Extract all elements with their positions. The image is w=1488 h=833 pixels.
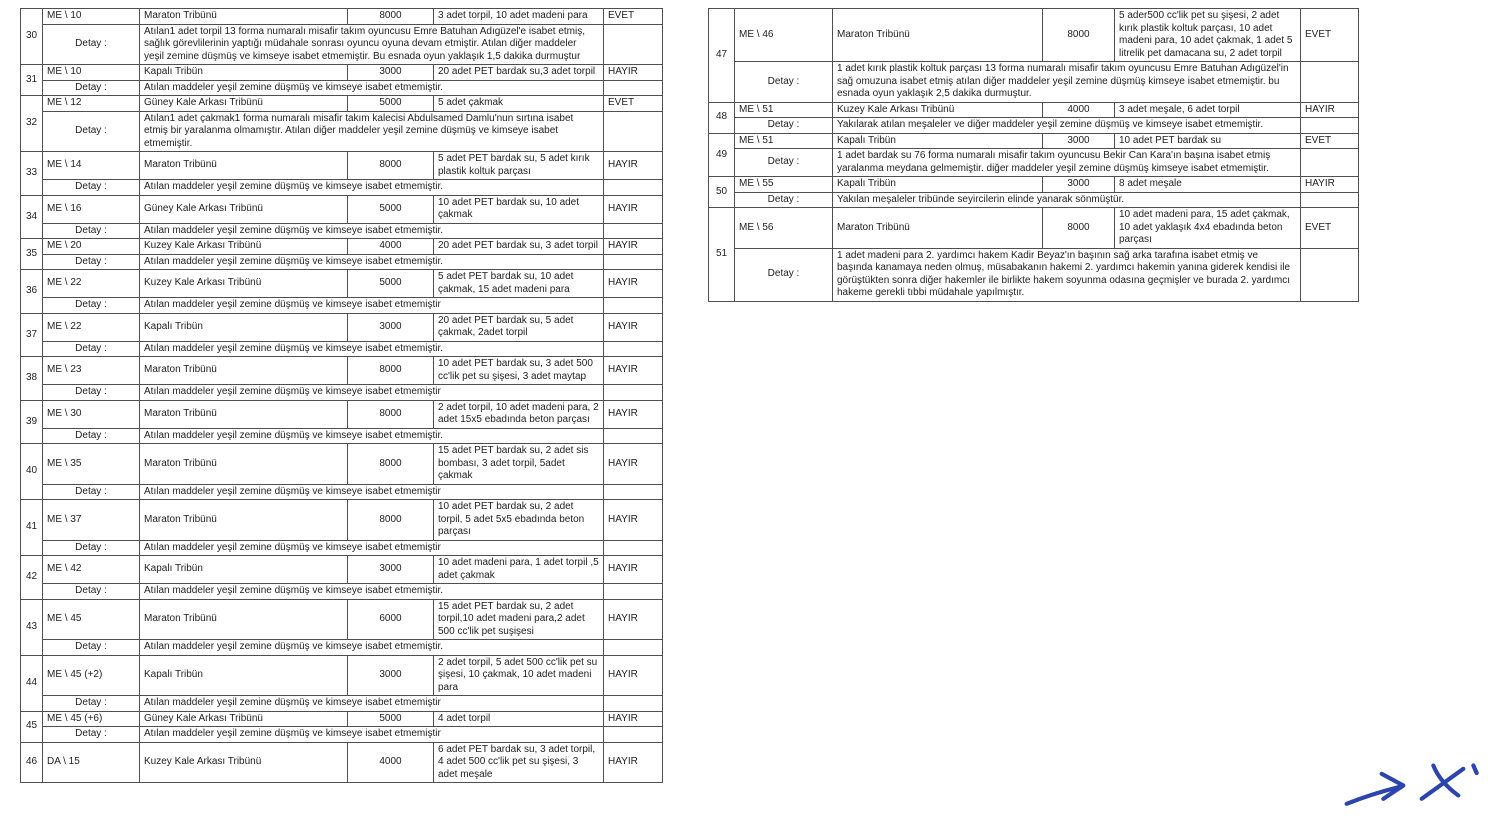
row-number-cell: 47 bbox=[709, 9, 735, 103]
incident-code-cell: ME \ 45 (+6) bbox=[43, 711, 140, 727]
result-empty-cell bbox=[604, 696, 663, 712]
thrown-items-cell: 5 adet PET bardak su, 5 adet kırık plastik koltuk parçası bbox=[434, 152, 604, 180]
incident-row bbox=[21, 655, 663, 696]
result-empty-cell bbox=[604, 223, 663, 239]
incident-detail-row bbox=[709, 192, 1359, 208]
tribune-name-cell: Güney Kale Arkası Tribünü bbox=[140, 711, 348, 727]
capacity-cell: 8000 bbox=[348, 357, 434, 385]
result-cell: HAYIR bbox=[604, 400, 663, 428]
row-number-cell: 35 bbox=[21, 239, 43, 270]
capacity-cell: 3000 bbox=[348, 655, 434, 696]
result-empty-cell bbox=[604, 80, 663, 96]
row-number-cell: 43 bbox=[21, 599, 43, 655]
tribune-name-cell: Maraton Tribünü bbox=[140, 9, 348, 25]
result-cell: EVET bbox=[604, 96, 663, 112]
incident-detail-row bbox=[21, 24, 663, 65]
result-empty-cell bbox=[604, 254, 663, 270]
capacity-cell: 6000 bbox=[348, 599, 434, 640]
capacity-cell: 8000 bbox=[1043, 208, 1115, 249]
tribune-name-cell: Maraton Tribünü bbox=[140, 357, 348, 385]
tribune-name-cell: Kuzey Kale Arkası Tribünü bbox=[140, 239, 348, 255]
row-number-cell: 32 bbox=[21, 96, 43, 152]
thrown-items-cell: 10 adet PET bardak su bbox=[1115, 133, 1301, 149]
tribune-name-cell: Kuzey Kale Arkası Tribünü bbox=[833, 102, 1043, 118]
incident-row bbox=[709, 133, 1359, 149]
tribune-name-cell: Maraton Tribünü bbox=[140, 500, 348, 541]
capacity-cell: 3000 bbox=[348, 313, 434, 341]
thrown-items-cell: 10 adet PET bardak su, 2 adet torpil, 5 adet 5x5 ebadında beton parçası bbox=[434, 500, 604, 541]
capacity-cell: 8000 bbox=[348, 400, 434, 428]
capacity-cell: 3000 bbox=[1043, 177, 1115, 193]
detail-text-cell: Atılan1 adet torpil 13 forma numaralı misafir takım oyuncusu Emre Batuhan Adıgüzel'e isabet etmiş, sağlık görevlilerinin yaptığı müdahale sonrası oyuncu oyuna devam etmiştir. Atılan diğer maddeler yeşil zemine düşmüş ve kimseye isabet etmemiştir. Bu esnada oyun yaklaşık 1,5 dakika durmuştur bbox=[140, 24, 604, 65]
incident-detail-row bbox=[21, 640, 663, 656]
row-number-cell: 40 bbox=[21, 444, 43, 500]
result-empty-cell bbox=[604, 111, 663, 152]
thrown-items-cell: 10 adet madeni para, 15 adet çakmak, 10 adet yaklaşık 4x4 ebadında beton parçası bbox=[1115, 208, 1301, 249]
thrown-items-cell: 4 adet torpil bbox=[434, 711, 604, 727]
tribune-name-cell: Maraton Tribünü bbox=[833, 208, 1043, 249]
incident-detail-row bbox=[21, 298, 663, 314]
detail-label-cell: Detay : bbox=[43, 24, 140, 65]
detail-label-cell: Detay : bbox=[43, 540, 140, 556]
incident-row bbox=[21, 313, 663, 341]
result-empty-cell bbox=[604, 341, 663, 357]
detail-label-cell: Detay : bbox=[43, 254, 140, 270]
capacity-cell: 3000 bbox=[348, 556, 434, 584]
result-cell: HAYIR bbox=[604, 742, 663, 783]
tribune-name-cell: Kapalı Tribün bbox=[140, 313, 348, 341]
detail-label-cell: Detay : bbox=[735, 248, 833, 301]
row-number-cell: 33 bbox=[21, 152, 43, 196]
thrown-items-cell: 5 adet PET bardak su, 10 adet çakmak, 15 adet madeni para bbox=[434, 270, 604, 298]
row-number-cell: 41 bbox=[21, 500, 43, 556]
tribune-name-cell: Kapalı Tribün bbox=[140, 655, 348, 696]
row-number-cell: 42 bbox=[21, 556, 43, 600]
detail-text-cell: Atılan maddeler yeşil zemine düşmüş ve kimseye isabet etmemiştir. bbox=[140, 80, 604, 96]
detail-text-cell: 1 adet kırık plastik koltuk parçası 13 forma numaralı misafir takım oyuncusu Emre Batuhan Adıgüzel'in sağ omuzuna isabet etmiş atılan diğer maddeler yeşil zemine düşmüş kimseye isabet etmemiştir. bu esnada oyun yaklaşık 2,5 dakika durmuştur. bbox=[833, 62, 1301, 103]
thrown-items-cell: 6 adet PET bardak su, 3 adet torpil, 4 adet 500 cc'lik pet su şişesi, 3 adet meşale bbox=[434, 742, 604, 783]
detail-text-cell: Atılan maddeler yeşil zemine düşmüş ve kimseye isabet etmemiştir. bbox=[140, 428, 604, 444]
result-cell: HAYIR bbox=[604, 655, 663, 696]
detail-label-cell: Detay : bbox=[43, 584, 140, 600]
detail-label-cell: Detay : bbox=[43, 727, 140, 743]
incident-row bbox=[709, 102, 1359, 118]
row-number-cell: 31 bbox=[21, 65, 43, 96]
result-empty-cell bbox=[604, 428, 663, 444]
incident-code-cell: ME \ 42 bbox=[43, 556, 140, 584]
result-empty-cell bbox=[604, 540, 663, 556]
thrown-items-cell: 2 adet torpil, 10 adet madeni para, 2 adet 15x5 ebadında beton parçası bbox=[434, 400, 604, 428]
incident-code-cell: ME \ 10 bbox=[43, 65, 140, 81]
result-empty-cell bbox=[1301, 118, 1359, 134]
result-cell: HAYIR bbox=[604, 313, 663, 341]
result-empty-cell bbox=[604, 727, 663, 743]
capacity-cell: 3000 bbox=[348, 65, 434, 81]
result-empty-cell bbox=[604, 484, 663, 500]
incident-table-left bbox=[20, 8, 663, 783]
detail-label-cell: Detay : bbox=[43, 80, 140, 96]
result-cell: HAYIR bbox=[1301, 177, 1359, 193]
detail-label-cell: Detay : bbox=[43, 484, 140, 500]
incident-detail-row bbox=[21, 341, 663, 357]
incident-code-cell: ME \ 20 bbox=[43, 239, 140, 255]
detail-label-cell: Detay : bbox=[735, 118, 833, 134]
capacity-cell: 8000 bbox=[348, 9, 434, 25]
thrown-items-cell: 10 adet PET bardak su, 3 adet 500 cc'lik pet su şişesi, 3 adet maytap bbox=[434, 357, 604, 385]
result-cell: HAYIR bbox=[604, 357, 663, 385]
result-cell: EVET bbox=[604, 9, 663, 25]
result-empty-cell bbox=[604, 180, 663, 196]
incident-code-cell: ME \ 22 bbox=[43, 313, 140, 341]
row-number-cell: 49 bbox=[709, 133, 735, 177]
tribune-name-cell: Kuzey Kale Arkası Tribünü bbox=[140, 742, 348, 783]
incident-row bbox=[709, 177, 1359, 193]
result-cell: EVET bbox=[1301, 133, 1359, 149]
result-cell: HAYIR bbox=[604, 711, 663, 727]
incident-row bbox=[21, 270, 663, 298]
incident-code-cell: ME \ 35 bbox=[43, 444, 140, 485]
row-number-cell: 34 bbox=[21, 195, 43, 239]
thrown-items-cell: 8 adet meşale bbox=[1115, 177, 1301, 193]
incident-detail-row bbox=[21, 696, 663, 712]
capacity-cell: 5000 bbox=[348, 96, 434, 112]
detail-text-cell: Atılan maddeler yeşil zemine düşmüş ve kimseye isabet etmemiştir. bbox=[140, 584, 604, 600]
incident-detail-row bbox=[21, 80, 663, 96]
incident-code-cell: ME \ 51 bbox=[735, 133, 833, 149]
result-cell: HAYIR bbox=[604, 195, 663, 223]
incident-detail-row bbox=[21, 385, 663, 401]
incident-row bbox=[21, 9, 663, 25]
detail-label-cell: Detay : bbox=[43, 428, 140, 444]
row-number-cell: 39 bbox=[21, 400, 43, 444]
detail-text-cell: Atılan maddeler yeşil zemine düşmüş ve kimseye isabet etmemiştir bbox=[140, 540, 604, 556]
tribune-name-cell: Maraton Tribünü bbox=[833, 9, 1043, 62]
tribune-name-cell: Kapalı Tribün bbox=[833, 133, 1043, 149]
tribune-name-cell: Maraton Tribünü bbox=[140, 444, 348, 485]
thrown-items-cell: 5 adet çakmak bbox=[434, 96, 604, 112]
tribune-name-cell: Kapalı Tribün bbox=[140, 65, 348, 81]
capacity-cell: 4000 bbox=[348, 742, 434, 783]
incident-detail-row bbox=[21, 540, 663, 556]
result-cell: EVET bbox=[1301, 9, 1359, 62]
incident-row bbox=[21, 400, 663, 428]
detail-label-cell: Detay : bbox=[43, 298, 140, 314]
incident-detail-row bbox=[21, 254, 663, 270]
incident-detail-row bbox=[709, 118, 1359, 134]
incident-row bbox=[709, 9, 1359, 62]
thrown-items-cell: 5 ader500 cc'lik pet su şişesi, 2 adet kırık plastik koltuk parçası, 10 adet madeni para, 10 adet çakmak, 1 adet 5 litrelik pet damacana su, 2 adet torpil bbox=[1115, 9, 1301, 62]
incident-code-cell: ME \ 12 bbox=[43, 96, 140, 112]
result-cell: HAYIR bbox=[604, 500, 663, 541]
result-cell: HAYIR bbox=[604, 239, 663, 255]
thrown-items-cell: 10 adet madeni para, 1 adet torpil ,5 adet çakmak bbox=[434, 556, 604, 584]
detail-label-cell: Detay : bbox=[43, 385, 140, 401]
capacity-cell: 5000 bbox=[348, 270, 434, 298]
result-empty-cell bbox=[1301, 248, 1359, 301]
detail-text-cell: Atılan maddeler yeşil zemine düşmüş ve kimseye isabet etmemiştir bbox=[140, 484, 604, 500]
incident-detail-row bbox=[709, 149, 1359, 177]
result-empty-cell bbox=[1301, 62, 1359, 103]
detail-label-cell: Detay : bbox=[735, 62, 833, 103]
incident-row bbox=[21, 65, 663, 81]
thrown-items-cell: 15 adet PET bardak su, 2 adet sis bombası, 3 adet torpil, 5adet çakmak bbox=[434, 444, 604, 485]
row-number-cell: 37 bbox=[21, 313, 43, 357]
result-cell: HAYIR bbox=[604, 556, 663, 584]
result-empty-cell bbox=[604, 640, 663, 656]
result-empty-cell bbox=[1301, 149, 1359, 177]
incident-detail-row bbox=[21, 111, 663, 152]
detail-label-cell: Detay : bbox=[43, 111, 140, 152]
tribune-name-cell: Kapalı Tribün bbox=[140, 556, 348, 584]
incident-code-cell: ME \ 16 bbox=[43, 195, 140, 223]
capacity-cell: 4000 bbox=[348, 239, 434, 255]
thrown-items-cell: 20 adet PET bardak su,3 adet torpil bbox=[434, 65, 604, 81]
thrown-items-cell: 3 adet torpil, 10 adet madeni para bbox=[434, 9, 604, 25]
tribune-name-cell: Kapalı Tribün bbox=[833, 177, 1043, 193]
incident-code-cell: ME \ 45 bbox=[43, 599, 140, 640]
detail-text-cell: Atılan maddeler yeşil zemine düşmüş ve kimseye isabet etmemiştir bbox=[140, 298, 604, 314]
result-empty-cell bbox=[604, 298, 663, 314]
detail-text-cell: 1 adet bardak su 76 forma numaralı misafir takım oyuncusu Bekir Can Kara'ın başına isabet etmiş yaralanma meydana gelmemiştir. diğer maddeler yeşil zemine düşmüş kimseye isabet etmemiştir. bbox=[833, 149, 1301, 177]
capacity-cell: 5000 bbox=[348, 711, 434, 727]
row-number-cell: 46 bbox=[21, 742, 43, 783]
incident-detail-row bbox=[21, 428, 663, 444]
incident-code-cell: DA \ 15 bbox=[43, 742, 140, 783]
incident-code-cell: ME \ 10 bbox=[43, 9, 140, 25]
incident-code-cell: ME \ 30 bbox=[43, 400, 140, 428]
incident-row bbox=[21, 599, 663, 640]
result-cell: HAYIR bbox=[604, 444, 663, 485]
incident-detail-row bbox=[21, 584, 663, 600]
detail-text-cell: 1 adet madeni para 2. yardımcı hakem Kadir Beyaz'ın başının sağ arka tarafına isabet etmiş ve başında kanamaya neden olmuş, müsabakanın hakemi 2. yardımcı hakemin yanına giderek kendisi ile görüştükten sonra diğer hakemler ile birlikte hakem soyunma odasına geçmişler ve burada 2. yardımcı hakeme gerekli tıbbi müdahale yapılmıştır. bbox=[833, 248, 1301, 301]
incident-code-cell: ME \ 23 bbox=[43, 357, 140, 385]
detail-label-cell: Detay : bbox=[43, 223, 140, 239]
detail-text-cell: Yakılarak atılan meşaleler ve diğer maddeler yeşil zemine düşmüş ve kimseye isabet etmemiştir. bbox=[833, 118, 1301, 134]
row-number-cell: 44 bbox=[21, 655, 43, 711]
result-cell: HAYIR bbox=[604, 270, 663, 298]
result-empty-cell bbox=[604, 385, 663, 401]
detail-label-cell: Detay : bbox=[43, 180, 140, 196]
thrown-items-cell: 20 adet PET bardak su, 5 adet çakmak, 2adet torpil bbox=[434, 313, 604, 341]
detail-label-cell: Detay : bbox=[43, 640, 140, 656]
capacity-cell: 8000 bbox=[348, 500, 434, 541]
capacity-cell: 3000 bbox=[1043, 133, 1115, 149]
incident-detail-row bbox=[21, 180, 663, 196]
detail-text-cell: Yakılan meşaleler tribünde seyircilerin elinde yanarak sönmüştür. bbox=[833, 192, 1301, 208]
thrown-items-cell: 2 adet torpil, 5 adet 500 cc'lik pet su şişesi, 10 çakmak, 10 adet madeni para bbox=[434, 655, 604, 696]
detail-label-cell: Detay : bbox=[735, 192, 833, 208]
incident-code-cell: ME \ 37 bbox=[43, 500, 140, 541]
detail-text-cell: Atılan maddeler yeşil zemine düşmüş ve kimseye isabet etmemiştir bbox=[140, 385, 604, 401]
capacity-cell: 8000 bbox=[348, 444, 434, 485]
incident-detail-row bbox=[21, 484, 663, 500]
incident-detail-row bbox=[709, 248, 1359, 301]
detail-text-cell: Atılan maddeler yeşil zemine düşmüş ve kimseye isabet etmemiştir bbox=[140, 696, 604, 712]
thrown-items-cell: 3 adet meşale, 6 adet torpil bbox=[1115, 102, 1301, 118]
result-cell: HAYIR bbox=[1301, 102, 1359, 118]
thrown-items-cell: 20 adet PET bardak su, 3 adet torpil bbox=[434, 239, 604, 255]
tribune-name-cell: Maraton Tribünü bbox=[140, 599, 348, 640]
tribune-name-cell: Kuzey Kale Arkası Tribünü bbox=[140, 270, 348, 298]
incident-detail-row bbox=[21, 223, 663, 239]
capacity-cell: 8000 bbox=[1043, 9, 1115, 62]
incident-row bbox=[21, 500, 663, 541]
detail-text-cell: Atılan maddeler yeşil zemine düşmüş ve kimseye isabet etmemiştir. bbox=[140, 640, 604, 656]
incident-row bbox=[21, 444, 663, 485]
tribune-name-cell: Maraton Tribünü bbox=[140, 400, 348, 428]
incident-row bbox=[21, 357, 663, 385]
incident-code-cell: ME \ 55 bbox=[735, 177, 833, 193]
result-cell: HAYIR bbox=[604, 152, 663, 180]
result-cell: EVET bbox=[1301, 208, 1359, 249]
detail-label-cell: Detay : bbox=[43, 341, 140, 357]
detail-text-cell: Atılan maddeler yeşil zemine düşmüş ve kimseye isabet etmemiştir. bbox=[140, 180, 604, 196]
tribune-name-cell: Maraton Tribünü bbox=[140, 152, 348, 180]
row-number-cell: 48 bbox=[709, 102, 735, 133]
row-number-cell: 50 bbox=[709, 177, 735, 208]
incident-code-cell: ME \ 14 bbox=[43, 152, 140, 180]
tribune-name-cell: Güney Kale Arkası Tribünü bbox=[140, 195, 348, 223]
row-number-cell: 45 bbox=[21, 711, 43, 742]
row-number-cell: 36 bbox=[21, 270, 43, 314]
incident-detail-row bbox=[709, 62, 1359, 103]
detail-text-cell: Atılan maddeler yeşil zemine düşmüş ve kimseye isabet etmemiştir. bbox=[140, 341, 604, 357]
capacity-cell: 8000 bbox=[348, 152, 434, 180]
detail-text-cell: Atılan1 adet çakmak1 forma numaralı misafir takım kalecisi Abdulsamed Damlu'nun sırtına isabet etmiş bir yaralanma olmamıştır. Atılan diğer maddeler yeşil zemine düşmüş ve kimseye isabet etmemiştir. bbox=[140, 111, 604, 152]
incident-row bbox=[21, 96, 663, 112]
incident-code-cell: ME \ 45 (+2) bbox=[43, 655, 140, 696]
tribune-name-cell: Güney Kale Arkası Tribünü bbox=[140, 96, 348, 112]
capacity-cell: 4000 bbox=[1043, 102, 1115, 118]
detail-text-cell: Atılan maddeler yeşil zemine düşmüş ve kimseye isabet etmemiştir. bbox=[140, 254, 604, 270]
result-cell: HAYIR bbox=[604, 65, 663, 81]
signature-ink-icon bbox=[1340, 748, 1488, 828]
incident-row bbox=[21, 152, 663, 180]
row-number-cell: 38 bbox=[21, 357, 43, 401]
incident-row bbox=[21, 239, 663, 255]
incident-row bbox=[709, 208, 1359, 249]
incident-code-cell: ME \ 51 bbox=[735, 102, 833, 118]
capacity-cell: 5000 bbox=[348, 195, 434, 223]
incident-code-cell: ME \ 22 bbox=[43, 270, 140, 298]
row-number-cell: 30 bbox=[21, 9, 43, 65]
result-empty-cell bbox=[1301, 192, 1359, 208]
incident-row bbox=[21, 556, 663, 584]
handwritten-signature bbox=[1340, 748, 1488, 828]
incident-code-cell: ME \ 46 bbox=[735, 9, 833, 62]
thrown-items-cell: 10 adet PET bardak su, 10 adet çakmak bbox=[434, 195, 604, 223]
detail-text-cell: Atılan maddeler yeşil zemine düşmüş ve kimseye isabet etmemiştir. bbox=[140, 223, 604, 239]
row-number-cell: 51 bbox=[709, 208, 735, 302]
detail-label-cell: Detay : bbox=[43, 696, 140, 712]
incident-row bbox=[21, 742, 663, 783]
detail-text-cell: Atılan maddeler yeşil zemine düşmüş ve kimseye isabet etmemiştir bbox=[140, 727, 604, 743]
incident-detail-row bbox=[21, 727, 663, 743]
result-cell: HAYIR bbox=[604, 599, 663, 640]
result-empty-cell bbox=[604, 584, 663, 600]
detail-label-cell: Detay : bbox=[735, 149, 833, 177]
incident-table-right bbox=[708, 8, 1359, 302]
result-empty-cell bbox=[604, 24, 663, 65]
incident-row bbox=[21, 195, 663, 223]
thrown-items-cell: 15 adet PET bardak su, 2 adet torpil,10 adet madeni para,2 adet 500 cc'lik pet suşişesi bbox=[434, 599, 604, 640]
incident-row bbox=[21, 711, 663, 727]
incident-code-cell: ME \ 56 bbox=[735, 208, 833, 249]
